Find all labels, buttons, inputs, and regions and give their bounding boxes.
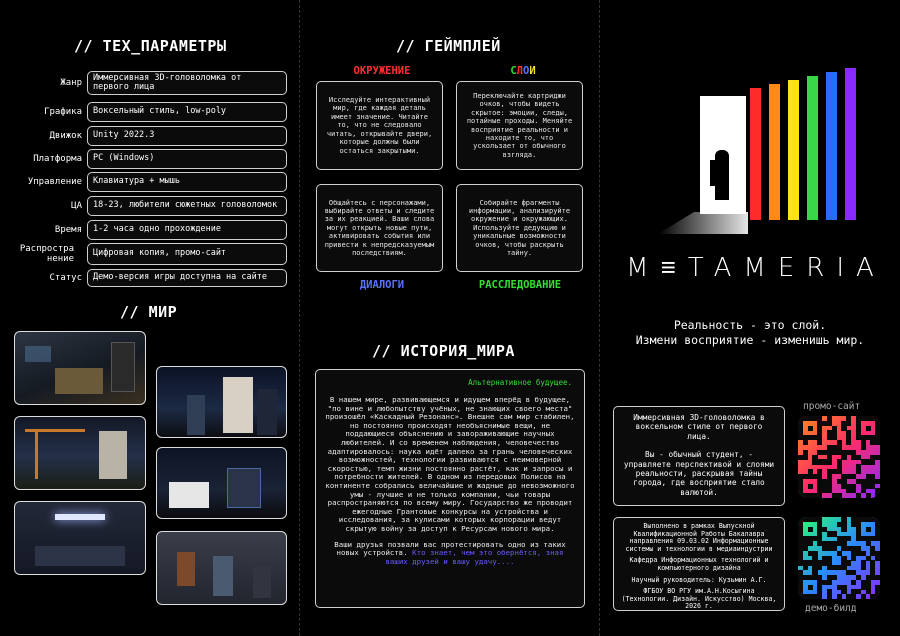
silhouette-body — [710, 160, 720, 186]
qr-module — [866, 527, 871, 532]
qr-module — [832, 575, 837, 580]
story-closing-accent: Кто знает, чем это обернётся, зная ваших друзей и вашу удачу.... — [385, 548, 564, 566]
layers-heading-letter: С — [510, 65, 517, 77]
qr-module — [856, 469, 861, 474]
logo-stripe — [788, 80, 799, 220]
tech-panel — [0, 0, 300, 636]
story-box — [315, 369, 585, 608]
world-title: // МИР — [120, 303, 178, 321]
story-closing — [324, 541, 576, 567]
qr-module — [856, 493, 861, 498]
tagline-line2: Измени восприятие - изменишь мир. — [635, 333, 865, 347]
credits-l3: Научный руководитель: Кузьмин А.Г. — [631, 575, 767, 584]
qr-module — [870, 459, 875, 464]
qr-module — [851, 594, 856, 599]
qr-module — [846, 536, 851, 541]
story-closing-text: Ваши друзья позвали вас протестировать одно из таких новых устройств. — [334, 539, 566, 558]
tech-row-label: Движок — [49, 131, 82, 141]
qr-module — [846, 421, 851, 426]
qr-promo-label: промо-сайт — [803, 401, 861, 412]
logo-art — [600, 0, 900, 260]
about-p2: Вы - обычный студент, - управляете перспективой и слоями реальности, раскрывая тайны города, где восприятие стало валютой. — [623, 450, 775, 497]
qr-module — [837, 493, 842, 498]
world-screenshot-construction — [14, 416, 146, 490]
qr-module — [827, 459, 832, 464]
about-p1: Иммерсивная 3D-головоломка в воксельном стиле от первого лица. — [633, 413, 765, 441]
tech-row-value: Иммерсивная 3D-головоломка от первого лица — [87, 71, 287, 95]
tech-row-label: Управление — [27, 177, 82, 187]
tech-row-value: PC (Windows) — [87, 149, 287, 169]
credits-l4: ФГБОУ ВО РГУ им.А.Н.Косыгина (Технологии. Дизайн. Искусство) Москва, 2026 г. — [621, 587, 777, 611]
qr-module — [851, 580, 856, 585]
qr-module — [803, 455, 808, 460]
gameplay-panel — [300, 0, 600, 636]
tagline — [600, 318, 900, 348]
qr-module — [866, 493, 871, 498]
qr-module — [817, 440, 822, 445]
qr-module — [851, 556, 856, 561]
card-dialogues — [316, 184, 443, 272]
credits-l2: Кафедра Информационных технологий и компьютерного дизайна — [629, 556, 769, 572]
tech-row-value: Воксельный стиль, low-poly — [87, 102, 287, 122]
qr-module — [875, 536, 880, 541]
qr-module — [803, 565, 808, 570]
card-environment-text: Исследуйте интерактивный мир, где каждая деталь имеет значение. Читайте то, что не следовало читать, открывайте двери, которые должны были остаться закрытыми. — [326, 96, 433, 155]
qr-module — [817, 565, 822, 570]
logo-stripe — [807, 76, 818, 220]
logo-stripe — [750, 88, 761, 220]
qr-module — [808, 541, 813, 546]
qr-module — [808, 484, 813, 489]
brand-name: M≡TAMERIA — [626, 253, 886, 283]
qr-module — [875, 556, 880, 561]
card-heading-investigation: РАССЛЕДОВАНИЕ — [478, 279, 562, 291]
world-screenshot-office — [14, 331, 146, 405]
qr-module — [803, 440, 808, 445]
qr-module — [875, 493, 880, 498]
layers-heading-letter: Л — [516, 65, 523, 77]
credits-l1: Выполнено в рамках Выпускной Квалификационной Работы Бакалавра направления 09.03.02 Информационные системы и технологии в медиаиндустрии — [625, 522, 773, 553]
card-heading-layers — [478, 65, 568, 77]
about-box — [613, 406, 785, 506]
qr-module — [846, 440, 851, 445]
qr-module — [875, 594, 880, 599]
world-screenshot-city — [156, 366, 287, 438]
tech-row-label: Платформа — [33, 154, 82, 164]
tagline-line1: Реальность - это слой. — [673, 318, 827, 332]
qr-module — [861, 565, 866, 570]
qr-module — [817, 493, 822, 498]
layers-heading-letter: И — [529, 65, 536, 77]
card-dialogues-text: Общайтесь с персонажами, выбирайте ответы и следите за их реакцией. Ваши слова могут открыть новые пути, активировать события или привести к непредсказуемым последствиям. — [324, 198, 435, 258]
qr-module — [875, 455, 880, 460]
qr-module — [841, 455, 846, 460]
card-environment — [316, 81, 443, 170]
logo-stripe — [769, 84, 780, 220]
card-heading-environment: ОКРУЖЕНИЕ — [353, 65, 411, 77]
qr-promo-site[interactable] — [798, 416, 880, 498]
world-screenshot-corridor — [156, 531, 287, 605]
qr-module — [808, 585, 813, 590]
logo-stripe — [845, 68, 856, 220]
story-body: В нашем мире, развивающемся и идущем вперёд в будущее, "по вине и любопытству учёных, не знающих своего места" произошёл «Каскадный Резонанс». Внешне сам мир стабилен, но постоянно происходят необъяснимые вещи, не поддающиеся объяснению и завораживающие научных любителей. И со временем наблюдения, человечество адаптировалось: наука идёт далеко за грань человеческих возможностей, технологии развиваются с неимоверной скоростью, темп жизни постоянно растёт, как и запросы и потребности жителей. В одном из передовых Полисов на континенте собрались величайшие и жадные до невозможного умы - лучшие и не только компании, чьи товары распространяются по всему миру. Государство же проводит ежегодные Грантовые конкурсы на устройства и исследования, за кулисами которых корпорации ведут скрытую войну за доступ к Ресурсам нового мира. — [325, 395, 575, 533]
qr-module — [861, 445, 866, 450]
card-layers-text: Переключайте картриджи очков, чтобы видеть скрытое: эмоции, следы, потайные проходы. Меняйте восприятие реальности и находите то, что ускользает от обычного взгляда. — [466, 91, 573, 159]
tech-row-value: Клавиатура + мышь — [87, 172, 287, 192]
tech-row-value: Unity 2022.3 — [87, 126, 287, 146]
card-investigation-text: Собирайте фрагменты информации, анализируйте окружение и окружающих. Используйте дедукцию и уникальные возможности очков, чтобы раскрыть тайну. — [468, 198, 571, 258]
tech-row-label: Распростра нение — [19, 244, 74, 264]
story-subtitle: Альтернативное будущее. — [468, 378, 572, 387]
qr-module — [808, 426, 813, 431]
credits-box — [613, 517, 785, 611]
brand-panel — [600, 0, 900, 636]
qr-module — [866, 426, 871, 431]
tech-row-value: Цифровая копия, промо-сайт — [87, 243, 287, 265]
layers-heading-multicolor — [510, 65, 535, 77]
tech-row-label: Жанр — [60, 78, 82, 88]
qr-module — [817, 594, 822, 599]
qr-demo-label: демо-билд — [805, 603, 857, 614]
tech-row-value: Демо-версия игры доступна на сайте — [87, 269, 287, 287]
qr-module — [808, 527, 813, 532]
qr-module — [875, 440, 880, 445]
layers-heading-letter: О — [523, 65, 530, 77]
tech-row-value: 1-2 часа одно прохождение — [87, 220, 287, 240]
tech-row-label: Время — [54, 225, 82, 235]
qr-demo-build[interactable] — [798, 517, 880, 599]
tech-title: // ТЕХ_ПАРАМЕТРЫ — [74, 37, 227, 55]
tech-row-label: Статус — [49, 273, 82, 283]
qr-module — [875, 575, 880, 580]
qr-module — [841, 527, 846, 532]
story-title: // ИСТОРИЯ_МИРА — [372, 342, 515, 360]
qr-module — [875, 479, 880, 484]
logo-stripe — [826, 72, 837, 220]
card-layers — [456, 81, 583, 170]
tech-row-value: 18-23, любители сюжетных головоломок — [87, 196, 287, 216]
qr-module — [827, 580, 832, 585]
qr-module — [837, 594, 842, 599]
qr-module — [827, 594, 832, 599]
card-heading-dialogues: ДИАЛОГИ — [359, 279, 405, 291]
qr-module — [861, 594, 866, 599]
logo-light-beam — [658, 212, 748, 234]
world-screenshot-street — [156, 447, 287, 519]
card-investigation — [456, 184, 583, 272]
world-screenshot-room — [14, 501, 146, 575]
tech-row-label: Графика — [44, 107, 82, 117]
tech-row-label: ЦА — [71, 201, 82, 211]
qr-module — [846, 560, 851, 565]
gameplay-title: // ГЕЙМПЛЕЙ — [396, 37, 501, 55]
